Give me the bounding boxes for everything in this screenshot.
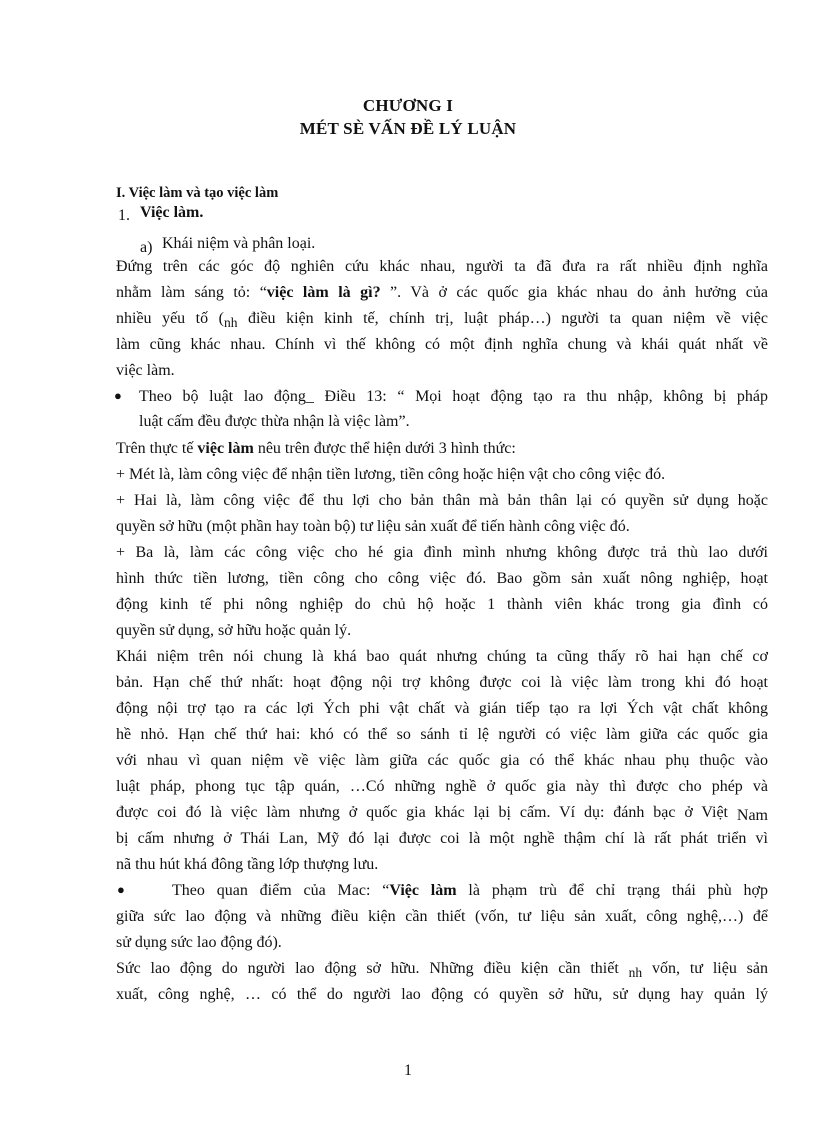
paragraph-line: bản. Hạn chế thứ nhất: hoạt động nội trợ không được coi là việc làm trong khi đó hoạt (116, 674, 768, 691)
paragraph-line: với nhau vì quan niệm về việc làm giữa các quốc gia có thể khác nhau phụ thuộc vào (116, 752, 768, 769)
bullet-icon: ● (117, 882, 125, 897)
text-run: Theo quan điểm của Mac: “ (172, 882, 390, 899)
item-a-number: a) (140, 239, 153, 256)
form-item-3-line: quyền sử dụng, sở hữu hoặc quản lý. (116, 622, 352, 639)
paragraph-line: luật pháp, phong tục tập quán, …Có những nghề ở quốc gia này thì được cho phép và (116, 778, 768, 795)
bullet-line: sử dụng sức lao động đó). (116, 934, 282, 951)
item-a-title: Khái niệm và phân loại. (162, 235, 316, 252)
bullet-line: giữa sức lao động và những điều kiện cần thiết (vốn, tư liệu sản xuất, công nghệ,…) để (116, 908, 768, 925)
subsection-heading (118, 206, 770, 226)
text-run: nêu trên được thể hiện dưới 3 hình thức: (253, 440, 516, 457)
form-item-1: + Mét là, làm công việc để nhận tiền lương, tiền công hoặc hiện vật cho công việc đó. (116, 466, 666, 483)
text-run: nh (628, 965, 643, 980)
subsection-title: Việc làm. (140, 204, 204, 221)
page-number: 1 (404, 1062, 412, 1079)
text-run: nh (223, 315, 238, 330)
text-run: được coi đó là việc làm nhưng ở quốc gia khác lại bị cấm. Ví dụ: đánh bạc ở Việt (116, 804, 737, 821)
bullet-line (172, 881, 768, 901)
paragraph-line (116, 309, 768, 329)
paragraph-line: làm cũng khác nhau. Chính vì thế không có một định nghĩa chung và khái quát nhất về (116, 336, 768, 353)
paragraph-line (116, 439, 768, 459)
text-run: Trên thực tế (116, 440, 198, 457)
bullet-line: Theo bộ luật lao động_ Điều 13: “ Mọi hoạt động tạo ra thu nhập, không bị pháp (139, 388, 768, 405)
text-run: nhiều yếu tố ( (116, 310, 224, 327)
bold-term: việc làm (197, 440, 254, 457)
text-run: nhằm làm sáng tỏ: “ (116, 284, 267, 301)
bold-term: Việc làm (389, 882, 457, 899)
paragraph-line: bị cấm nhưng ở Thái Lan, Mỹ đó lại được coi là một nghề thậm chí là rất phát triển vì (116, 830, 768, 847)
paragraph-line (116, 803, 768, 823)
text-run: Nam (736, 807, 768, 824)
form-item-2-line: quyền sở hữu (một phần hay toàn bộ) tư liệu sản xuất để tiến hành công việc đó. (116, 518, 630, 535)
paragraph-line: Đứng trên các góc độ nghiên cứu khác nhau, người ta đã đưa ra rất nhiều định nghĩa (116, 258, 768, 275)
paragraph-line: xuất, công nghệ, … có thể do người lao động có quyền sở hữu, sử dụng hay quản lý (116, 986, 768, 1003)
bold-term: việc làm là gì? (266, 284, 391, 301)
form-item-3-line: + Ba là, làm các công việc cho hé gia đình mình nhưng không được trả thù lao dưới (116, 544, 768, 561)
form-item-3-line: động kinh tế phi nông nghiệp do chủ hộ hoặc 1 thành viên khác trong gia đình có (116, 596, 768, 613)
paragraph-line: Khái niệm trên nói chung là khá bao quát nhưng chúng ta cũng thấy rõ hai hạn chế cơ (116, 648, 768, 665)
form-item-2-line: + Hai là, làm công việc để thu lợi cho bản thân mà bản thân lại có quyền sử dụng hoặc (116, 492, 768, 509)
item-a-heading (140, 234, 792, 254)
text-run: ”. Và ở các quốc gia khác nhau do ảnh hưởng của (390, 284, 768, 301)
text-run: Sức lao động do người lao động sở hữu. Những điều kiện cần thiết (116, 960, 629, 977)
text-run: vốn, tư liệu sản (642, 960, 768, 977)
paragraph-line: việc làm. (116, 362, 175, 379)
paragraph-line: hề nhỏ. Hạn chế thứ hai: khó có thể so sánh tỉ lệ người có việc làm giữa các quốc gia (116, 726, 768, 743)
section-heading: I. Việc làm và tạo việc làm (116, 185, 279, 201)
chapter-title: MÉT SÈ VẤN ĐỀ LÝ LUẬN (299, 119, 517, 138)
chapter-number: CHƯƠNG I (362, 96, 454, 115)
text-run: điều kiện kinh tế, chính trị, luật pháp…) người ta quan niệm về việc (237, 310, 768, 327)
paragraph-line (116, 283, 768, 303)
subsection-number: 1. (118, 207, 130, 224)
paragraph-line (116, 959, 768, 979)
bullet-icon: ● (114, 388, 122, 403)
paragraph-line: nã thu hút khá đông tầng lớp thượng lưu. (116, 856, 379, 873)
paragraph-line: động nội trợ tạo ra các lợi Ých phi vật chất và gián tiếp tạo ra lợi Ých vật chất không (116, 700, 768, 717)
form-item-3-line: hình thức tiền lương, tiền công cho công việc đó. Bao gồm sản xuất nông nghiệp, hoạt (116, 570, 768, 587)
text-run: là phạm trù để chỉ trạng thái phù hợp (456, 882, 769, 899)
bullet-line: luật cấm đều được thừa nhận là việc làm”. (139, 413, 410, 430)
